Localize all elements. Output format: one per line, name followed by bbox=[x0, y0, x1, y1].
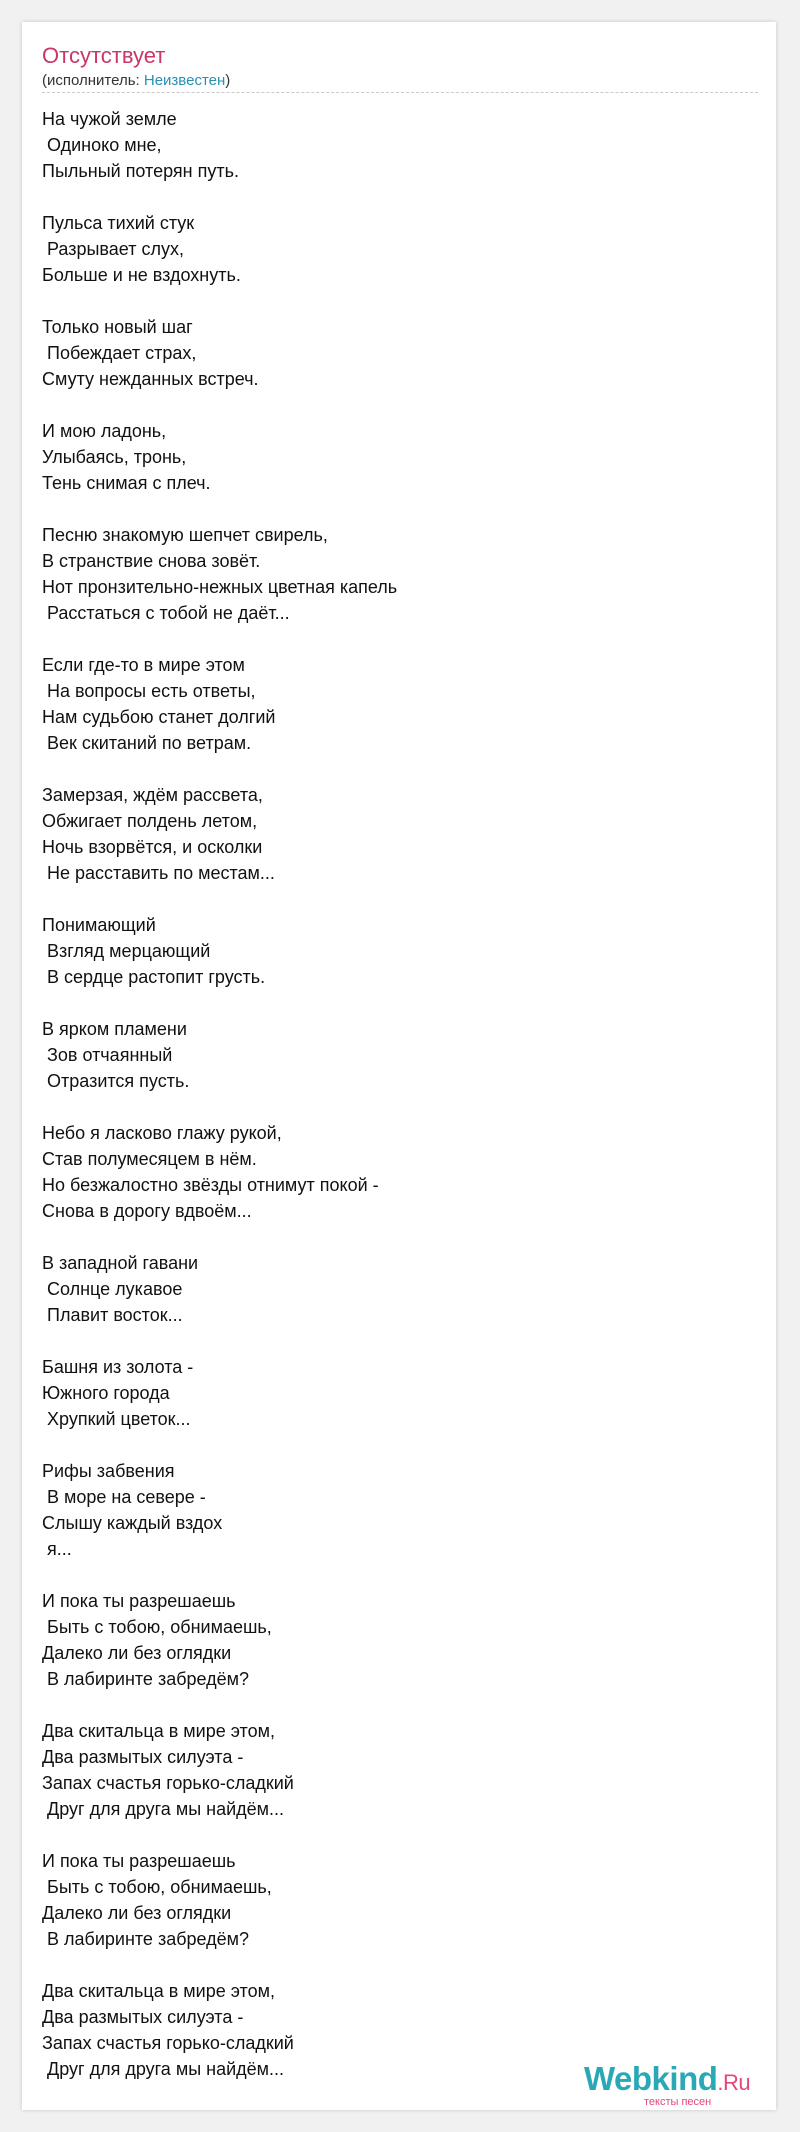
lyric-line: В море на севере - bbox=[42, 1487, 206, 1507]
stanza-gap bbox=[42, 1224, 742, 1250]
lyric-line: Взгляд мерцающий bbox=[42, 941, 211, 961]
lyric-line: Запах счастья горько-сладкий bbox=[42, 1773, 294, 1793]
stanza-gap bbox=[42, 990, 742, 1016]
stanza bbox=[42, 1354, 742, 1432]
lyric-line: Разрывает слух, bbox=[42, 239, 184, 259]
lyric-line: Пульса тихий стук bbox=[42, 213, 195, 233]
lyric-line: В лабиринте забредём? bbox=[42, 1669, 250, 1689]
lyric-line: Друг для друга мы найдём... bbox=[42, 1799, 285, 1819]
lyric-line: И мою ладонь, bbox=[42, 421, 167, 441]
stanza-gap bbox=[42, 496, 742, 522]
stanza bbox=[42, 1120, 742, 1224]
logo-domain: .Ru bbox=[717, 2070, 751, 2095]
lyric-line: Замерзая, ждём рассвета, bbox=[42, 785, 263, 805]
lyric-line: В странствие снова зовёт. bbox=[42, 551, 261, 571]
stanza bbox=[42, 782, 742, 886]
lyric-line: Больше и не вздохнуть. bbox=[42, 265, 241, 285]
lyric-line: Быть с тобою, обнимаешь, bbox=[42, 1877, 272, 1897]
lyric-line: Два размытых силуэта - bbox=[42, 2007, 244, 2027]
lyric-line: Солнце лукавое bbox=[42, 1279, 183, 1299]
lyric-line: я... bbox=[42, 1539, 72, 1559]
lyric-line: Зов отчаянный bbox=[42, 1045, 173, 1065]
stanza bbox=[42, 1718, 742, 1822]
lyric-line: Два скитальца в мире этом, bbox=[42, 1981, 275, 2001]
lyric-line: Два размытых силуэта - bbox=[42, 1747, 244, 1767]
lyric-line: Быть с тобою, обнимаешь, bbox=[42, 1617, 272, 1637]
lyric-line: В ярком пламени bbox=[42, 1019, 187, 1039]
lyric-line: Смуту нежданных встреч. bbox=[42, 369, 259, 389]
stanza-gap bbox=[42, 288, 742, 314]
lyric-line: Далеко ли без оглядки bbox=[42, 1903, 232, 1923]
stanza bbox=[42, 652, 742, 756]
lyric-line: Отразится пусть. bbox=[42, 1071, 190, 1091]
stanza-gap bbox=[42, 1692, 742, 1718]
lyric-line: Но безжалостно звёзды отнимут покой - bbox=[42, 1175, 379, 1195]
stanza-gap bbox=[42, 756, 742, 782]
stanza bbox=[42, 106, 742, 184]
lyric-line: Слышу каждый вздох bbox=[42, 1513, 223, 1533]
artist-link[interactable]: Неизвестен bbox=[143, 72, 226, 89]
lyric-line: Башня из золота - bbox=[42, 1357, 194, 1377]
stanza bbox=[42, 1016, 742, 1094]
stanza-gap bbox=[42, 1328, 742, 1354]
lyrics-body bbox=[42, 106, 742, 2082]
lyric-line: Если где-то в мире этом bbox=[42, 655, 245, 675]
logo-wordmark: Webkind bbox=[584, 2060, 718, 2097]
lyric-line: Южного города bbox=[42, 1383, 170, 1403]
lyric-line: Рифы забвения bbox=[42, 1461, 175, 1481]
stanza-gap bbox=[42, 184, 742, 210]
lyric-line: Друг для друга мы найдём... bbox=[42, 2059, 285, 2079]
lyrics-card bbox=[22, 22, 776, 2110]
lyric-line: В лабиринте забредём? bbox=[42, 1929, 250, 1949]
lyric-line: На чужой земле bbox=[42, 109, 177, 129]
lyric-line: Ночь взорвётся, и осколки bbox=[42, 837, 263, 857]
stanza-gap bbox=[42, 1094, 742, 1120]
lyric-line: Небо я ласково глажу рукой, bbox=[42, 1123, 282, 1143]
stanza-gap bbox=[42, 1562, 742, 1588]
lyric-line: Понимающий bbox=[42, 915, 156, 935]
lyric-line: Плавит восток... bbox=[42, 1305, 183, 1325]
artist-line bbox=[42, 72, 230, 90]
site-logo[interactable] bbox=[584, 2060, 751, 2108]
stanza bbox=[42, 314, 742, 392]
lyric-line: Хрупкий цветок... bbox=[42, 1409, 191, 1429]
lyric-line: Далеко ли без оглядки bbox=[42, 1643, 232, 1663]
lyric-line: Снова в дорогу вдвоём... bbox=[42, 1201, 252, 1221]
lyric-line: Пыльный потерян путь. bbox=[42, 161, 239, 181]
stanza bbox=[42, 418, 742, 496]
stanza-gap bbox=[42, 626, 742, 652]
lyric-line: Одиноко мне, bbox=[42, 135, 162, 155]
lyric-line: И пока ты разрешаешь bbox=[42, 1851, 236, 1871]
lyric-line: В западной гавани bbox=[42, 1253, 199, 1273]
stanza-gap bbox=[42, 1822, 742, 1848]
stanza bbox=[42, 1848, 742, 1952]
stanza-gap bbox=[42, 1432, 742, 1458]
lyric-line: В сердце растопит грусть. bbox=[42, 967, 266, 987]
logo-tagline: тексты песен bbox=[644, 2096, 712, 2108]
stanza bbox=[42, 912, 742, 990]
lyric-line: Став полумесяцем в нём. bbox=[42, 1149, 257, 1169]
lyric-line: Не расставить по местам... bbox=[42, 863, 275, 883]
lyric-line: Побеждает страх, bbox=[42, 343, 197, 363]
lyric-line: Нот пронзительно-нежных цветная капель bbox=[42, 577, 398, 597]
lyric-line: На вопросы есть ответы, bbox=[42, 681, 256, 701]
stanza bbox=[42, 1588, 742, 1692]
stanza-gap bbox=[42, 392, 742, 418]
header-divider bbox=[42, 92, 758, 93]
stanza bbox=[42, 210, 742, 288]
stanza-gap bbox=[42, 1952, 742, 1978]
lyric-line: Улыбаясь, тронь, bbox=[42, 447, 187, 467]
lyric-line: Песню знакомую шепчет свирель, bbox=[42, 525, 328, 545]
lyric-line: Обжигает полдень летом, bbox=[42, 811, 258, 831]
stanza bbox=[42, 522, 742, 626]
artist-prefix: (исполнитель: bbox=[42, 72, 144, 89]
song-title: Отсутствует bbox=[42, 43, 166, 68]
lyric-line: Тень снимая с плеч. bbox=[42, 473, 211, 493]
lyric-line: Век скитаний по ветрам. bbox=[42, 733, 252, 753]
lyric-line: Расстаться с тобой не даёт... bbox=[42, 603, 290, 623]
lyric-line: Запах счастья горько-сладкий bbox=[42, 2033, 294, 2053]
stanza bbox=[42, 1458, 742, 1562]
lyric-line: Нам судьбою станет долгий bbox=[42, 707, 276, 727]
lyric-line: Только новый шаг bbox=[42, 317, 193, 337]
lyric-line: Два скитальца в мире этом, bbox=[42, 1721, 275, 1741]
lyric-line: И пока ты разрешаешь bbox=[42, 1591, 236, 1611]
stanza bbox=[42, 1250, 742, 1328]
artist-suffix: ) bbox=[225, 72, 231, 89]
stanza-gap bbox=[42, 886, 742, 912]
